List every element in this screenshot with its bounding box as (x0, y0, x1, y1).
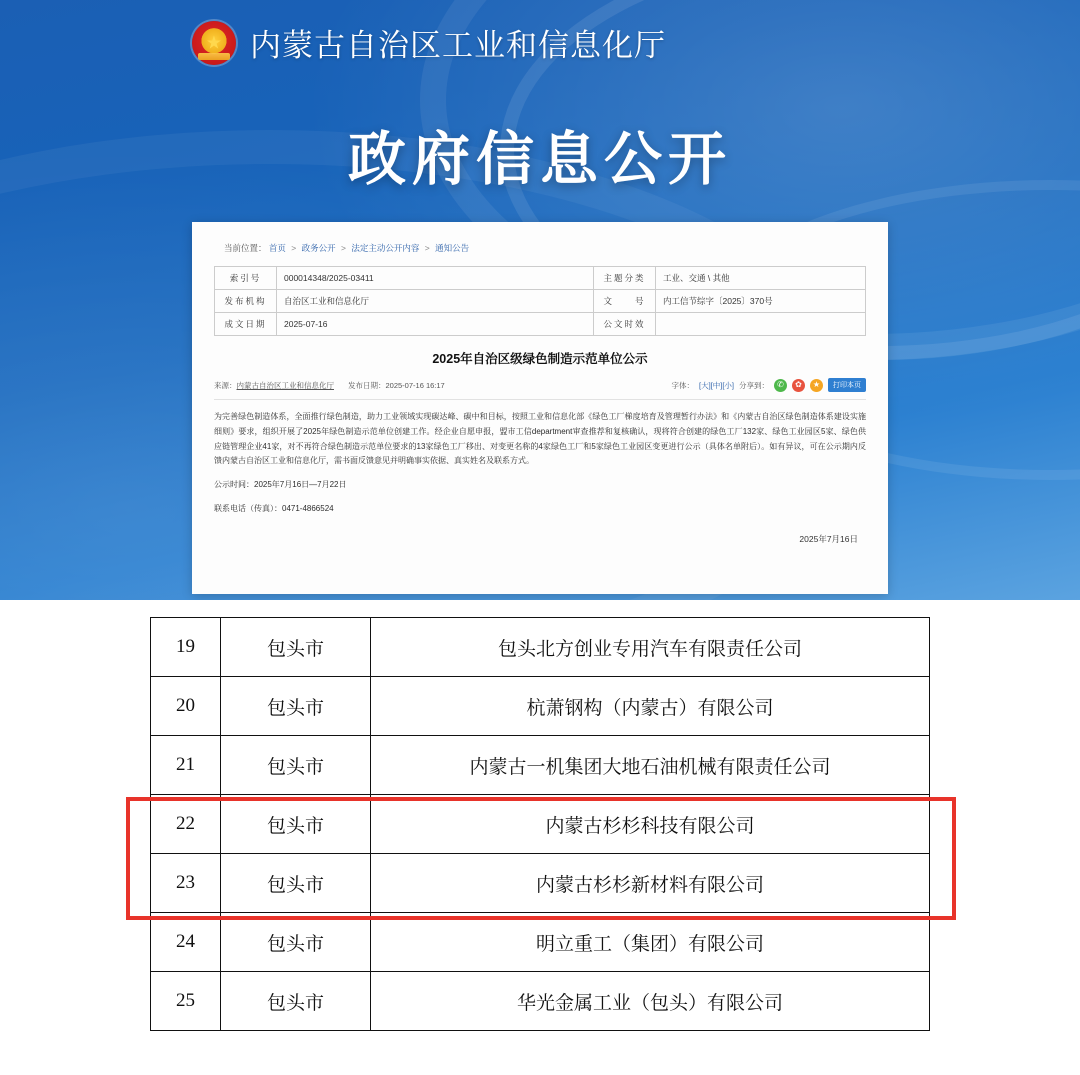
row-number: 19 (151, 618, 221, 677)
publisher-value: 自治区工业和信息化厅 (277, 290, 594, 313)
page-title: 政府信息公开 (347, 127, 732, 192)
row-number: 22 (151, 795, 221, 854)
row-company-name: 明立重工（集团）有限公司 (371, 913, 930, 972)
validity-label: 公文时效 (594, 313, 656, 336)
index-no-value: 000014348/2025-03411 (277, 267, 594, 290)
source-value: 内蒙古自治区工业和信息化厅 (236, 380, 334, 390)
document-card (192, 222, 888, 594)
row-company-name: 内蒙古一机集团大地石油机械有限责任公司 (371, 736, 930, 795)
source-info (214, 380, 334, 391)
breadcrumb-item-home[interactable]: 首页 (268, 243, 286, 253)
document-metadata-table (214, 266, 866, 336)
document-subbar (214, 378, 866, 400)
publish-info (348, 380, 445, 391)
breadcrumb-separator: > (341, 243, 346, 253)
date-value: 2025-07-16 (277, 313, 594, 336)
company-list-table-wrapper (150, 617, 930, 1031)
company-list-body (151, 618, 930, 1031)
table-row (151, 618, 930, 677)
row-city: 包头市 (221, 618, 371, 677)
row-company-name: 内蒙古杉杉科技有限公司 (371, 795, 930, 854)
table-row (215, 290, 866, 313)
row-city: 包头市 (221, 972, 371, 1031)
publisher-label: 发布机构 (215, 290, 277, 313)
share-label: 分享到： (739, 380, 769, 390)
breadcrumb-separator: > (291, 243, 297, 253)
print-page-button[interactable]: 打印本页 (828, 378, 866, 392)
validity-value (656, 313, 866, 336)
docnum-label: 文 号 (594, 290, 656, 313)
weibo-icon[interactable]: ✿ (792, 379, 805, 392)
document-paragraph: 为完善绿色制造体系，全面推行绿色制造，助力工业领域实现碳达峰、碳中和目标，按照工业和信息化部《绿色工厂梯度培育及管理暂行办法》和《内蒙古自治区绿色制造体系建设实施细则》要求，组织开展了2025年绿色制造示范单位创建工作。经企业自愿申报，盟市工信department审查推荐和复核确认，现将符合创建的绿色工厂132家、绿色工业园区5家、绿色供应链管理企业41家，对不再符合绿色制造示范单位要求的13家绿色工厂移出、对变更名称的4家绿色工厂和5家绿色工业园区变更进行公示（具体名单附后）。如有异议，可在公示期内反馈内蒙古自治区工业和信息化厅，需书面反馈意见并明确事实依据、真实姓名及联系方式。 (214, 412, 866, 466)
fontsize-label: 字体： (671, 380, 694, 390)
breadcrumb (224, 242, 866, 254)
wechat-icon[interactable]: ✆ (774, 379, 787, 392)
index-no-label: 索引号 (215, 267, 277, 290)
fontsize-options[interactable]: [大][中][小] (698, 380, 734, 390)
row-company-name: 华光金属工业（包头）有限公司 (371, 972, 930, 1031)
row-company-name: 包头北方创业专用汽车有限责任公司 (371, 618, 930, 677)
national-emblem-icon (192, 21, 236, 65)
table-row (151, 677, 930, 736)
table-row (215, 267, 866, 290)
banner-header (192, 20, 666, 65)
organization-name: 内蒙古自治区工业和信息化厅 (250, 28, 666, 63)
topic-label: 主题分类 (594, 267, 656, 290)
table-row (151, 913, 930, 972)
document-sign-date: 2025年7月16日 (799, 533, 858, 544)
subbar-actions (671, 378, 866, 392)
publish-value: 2025-07-16 16:17 (385, 380, 445, 390)
company-list-table (150, 617, 930, 1031)
row-city: 包头市 (221, 795, 371, 854)
breadcrumb-item-announcements[interactable]: 通知公告 (435, 243, 470, 253)
favorite-star-icon[interactable]: ★ (810, 379, 823, 392)
date-label: 成文日期 (215, 313, 277, 336)
topic-value: 工业、交通 \ 其他 (656, 267, 866, 290)
row-city: 包头市 (221, 677, 371, 736)
breadcrumb-item-government-affairs[interactable]: 政务公开 (301, 243, 336, 253)
table-row-highlighted (151, 854, 930, 913)
table-row-highlighted (151, 795, 930, 854)
row-number: 25 (151, 972, 221, 1031)
table-row (151, 972, 930, 1031)
contact-info: 联系电话（传真）：0471-4866524 (214, 503, 334, 513)
docnum-value: 内工信节综字〔2025〕370号 (656, 290, 866, 313)
row-company-name: 杭萧钢构（内蒙古）有限公司 (371, 677, 930, 736)
breadcrumb-item-statutory-disclosure[interactable]: 法定主动公开内容 (351, 243, 420, 253)
breadcrumb-label: 当前位置： (224, 243, 267, 253)
row-number: 21 (151, 736, 221, 795)
row-city: 包头市 (221, 854, 371, 913)
document-body (214, 410, 866, 517)
table-row (151, 736, 930, 795)
document-title: 2025年自治区级绿色制造示范单位公示 (432, 352, 648, 366)
row-number: 23 (151, 854, 221, 913)
publish-label: 发布日期： (348, 380, 386, 390)
row-number: 20 (151, 677, 221, 736)
source-label: 来源： (214, 380, 237, 390)
table-row (215, 313, 866, 336)
row-company-name: 内蒙古杉杉新材料有限公司 (371, 854, 930, 913)
breadcrumb-separator: > (424, 243, 430, 253)
notice-period: 公示时间：2025年7月16日—7月22日 (214, 480, 347, 490)
row-number: 24 (151, 913, 221, 972)
row-city: 包头市 (221, 913, 371, 972)
row-city: 包头市 (221, 736, 371, 795)
